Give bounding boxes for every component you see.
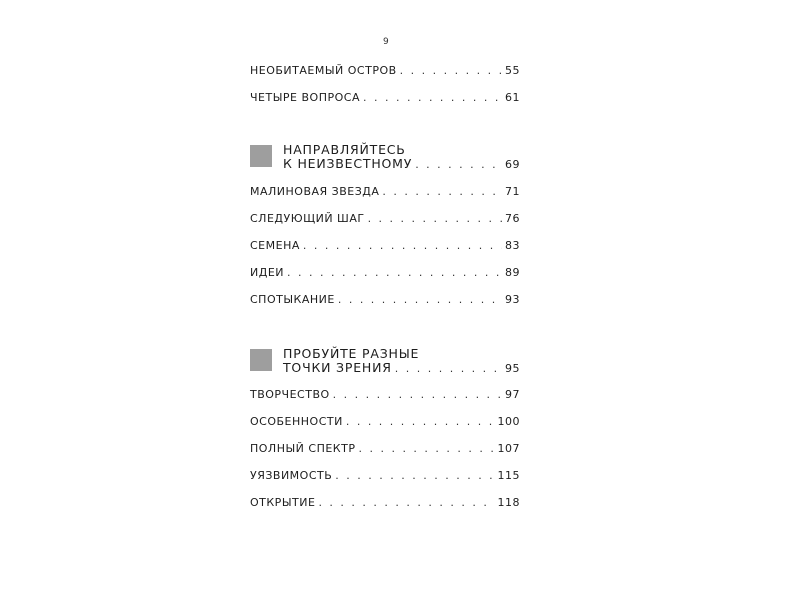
toc-entry-title: ТВОРЧЕСТВО: [250, 388, 330, 401]
section-title-line2-row: [283, 361, 520, 376]
toc-entry-title: ОСОБЕННОСТИ: [250, 415, 343, 428]
dot-leader: [338, 293, 502, 307]
section-title-line2: К НЕИЗВЕСТНОМУ: [283, 156, 413, 171]
section-title-line1: ПРОБУЙТЕ РАЗНЫЕ: [283, 346, 420, 361]
toc-entry-page: 71: [505, 185, 520, 198]
dot-leader: [415, 158, 502, 172]
dot-leader: [346, 415, 495, 429]
toc-section-heading: [250, 143, 520, 173]
toc-entry-page: 55: [505, 64, 520, 77]
toc-entry-title: ОТКРЫТИЕ: [250, 496, 316, 509]
toc-entry-page: 76: [505, 212, 520, 225]
section-marker-square: [250, 349, 272, 371]
section-page: 69: [505, 158, 520, 171]
dot-leader: [318, 496, 494, 510]
toc-entry: [250, 469, 520, 483]
toc-entry-title: СЕМЕНА: [250, 239, 300, 252]
section-title-line1: НАПРАВЛЯЙТЕСЬ: [283, 142, 406, 157]
toc-entry-title: НЕОБИТАЕМЫЙ ОСТРОВ: [250, 64, 397, 77]
toc-entry-title: ПОЛНЫЙ СПЕКТР: [250, 442, 356, 455]
toc-entry-page: 100: [497, 415, 520, 428]
toc-entry: [250, 293, 520, 307]
toc-entry: [250, 212, 520, 226]
toc-entry-page: 118: [497, 496, 520, 509]
toc-entry: [250, 415, 520, 429]
dot-leader: [287, 266, 502, 280]
dot-leader: [363, 91, 502, 105]
toc-entry: [250, 64, 520, 78]
toc-entry-page: 107: [497, 442, 520, 455]
toc-entry: [250, 239, 520, 253]
toc-entry: [250, 496, 520, 510]
toc-entry-page: 83: [505, 239, 520, 252]
toc-entry-page: 89: [505, 266, 520, 279]
toc-entry-title: ЧЕТЫРЕ ВОПРОСА: [250, 91, 360, 104]
dot-leader: [400, 64, 502, 78]
toc-entry-page: 115: [497, 469, 520, 482]
toc-entry-title: УЯЗВИМОСТЬ: [250, 469, 333, 482]
toc-entry: [250, 266, 520, 280]
toc-entry-title: СЛЕДУЮЩИЙ ШАГ: [250, 212, 365, 225]
dot-leader: [382, 185, 502, 199]
dot-leader: [333, 388, 502, 402]
dot-leader: [368, 212, 502, 226]
toc-entry: [250, 91, 520, 105]
dot-leader: [395, 362, 502, 376]
dot-leader: [358, 442, 494, 456]
toc-entry-title: СПОТЫКАНИЕ: [250, 293, 335, 306]
toc-entry: [250, 388, 520, 402]
toc-entry-title: ИДЕИ: [250, 266, 285, 279]
section-title-line2: ТОЧКИ ЗРЕНИЯ: [283, 360, 392, 375]
toc-entry: [250, 442, 520, 456]
section-title-line2-row: [283, 157, 520, 172]
dot-leader: [303, 239, 502, 253]
section-page: 95: [505, 362, 520, 375]
toc-entry-page: 93: [505, 293, 520, 306]
toc-entry-page: 97: [505, 388, 520, 401]
toc-section-heading: [250, 347, 520, 377]
toc-entry: [250, 185, 520, 199]
toc-entry-page: 61: [505, 91, 520, 104]
toc-entry-title: МАЛИНОВАЯ ЗВЕЗДА: [250, 185, 380, 198]
section-marker-square: [250, 145, 272, 167]
dot-leader: [335, 469, 494, 483]
page-number: 9: [383, 37, 389, 47]
